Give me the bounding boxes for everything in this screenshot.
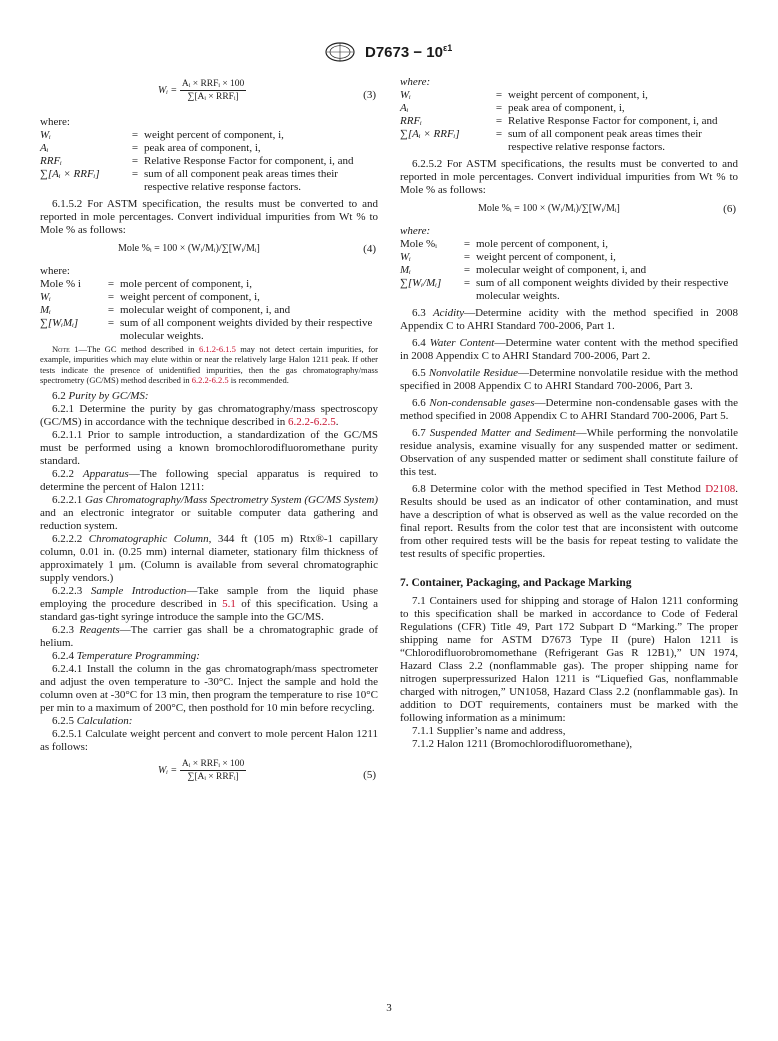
def-row: Mole % i = mole percent of component, i, xyxy=(40,278,378,291)
eq4-text: Mole %ᵢ = 100 × (Wᵢ/Mᵢ)/∑[Wᵢ/Mᵢ] xyxy=(118,243,260,254)
note-text: —The GC method described in xyxy=(78,344,199,354)
para-6-2-4 xyxy=(40,650,378,663)
def-term: RRFᵢ xyxy=(40,155,62,167)
para-6-2-2-1 xyxy=(40,494,378,533)
num: 6.2.2.3 xyxy=(52,584,91,597)
definitions-eq4 xyxy=(40,278,378,343)
def-row: Aᵢ = peak area of component, i, xyxy=(40,142,378,155)
equation-3 xyxy=(40,78,378,112)
where-label: where: xyxy=(40,265,70,277)
note-text: is recommended. xyxy=(228,375,289,386)
para-6-2-1-1: 6.2.1.1 Prior to sample introduction, a standardization of the GC/MS must be performed using a known bromochlorodifluoromethane purity standard. xyxy=(40,428,378,467)
num: 6.5 xyxy=(412,367,429,379)
para-6-8 xyxy=(400,483,738,561)
def-term: ∑[Aᵢ × RRFᵢ] xyxy=(40,168,100,180)
definitions-eq3 xyxy=(40,129,378,194)
note-link-6-2-2[interactable]: 6.2.2-6.2.5 xyxy=(191,375,229,386)
text: —The following special apparatus is required to determine the percent of Halon 1211: xyxy=(40,467,379,493)
para-6-7 xyxy=(400,427,738,479)
page-header xyxy=(0,40,778,66)
title: Non-condensable gases xyxy=(429,397,535,409)
left-column xyxy=(40,76,378,796)
link-5-1[interactable]: 5.1 xyxy=(222,597,236,610)
num: 6.3 xyxy=(412,307,433,319)
def-row: RRFᵢ = Relative Response Factor for component, i, and xyxy=(40,155,378,168)
def-term: Aᵢ xyxy=(400,102,409,114)
def-desc: sum of all component peak areas times their respective relative response factors. xyxy=(508,128,702,153)
eq3-denominator: ∑[Aᵢ × RRFᵢ] xyxy=(187,92,239,102)
def-term: Wᵢ xyxy=(40,129,51,141)
right-column xyxy=(400,76,738,751)
def-row: Mole %ᵢ = mole percent of component, i, xyxy=(400,238,738,251)
para-6-2-5 xyxy=(40,715,378,728)
para-6-2-5-1: 6.2.5.1 Calculate weight percent and convert to mole percent Halon 1211 as follows: xyxy=(40,727,378,753)
definitions-eq5 xyxy=(400,89,738,154)
def-desc: peak area of component, i, xyxy=(144,142,261,154)
text: —Take sample from the liquid phase employing the procedure described in xyxy=(40,584,379,610)
def-term: Aᵢ xyxy=(40,142,49,154)
text: —The carrier gas shall be a chromatographic grade of helium. xyxy=(40,623,378,649)
num: 6.2.2.2 xyxy=(52,532,89,545)
def-term: Wᵢ xyxy=(40,291,51,303)
eq3-lhs: Wᵢ = xyxy=(158,85,178,96)
text: 344 ft (105 m) Rtx®-1 capillary column, 0.01 in. (0.25 mm) internal diameter, stationary film thickness of approximately 1 μm. (Column is available from several chromatographic supply vendors.) xyxy=(40,532,378,584)
text: of this specification. Using a standard gas-tight syringe introduce the sample into the GC/MS. xyxy=(40,597,378,623)
para-6-5 xyxy=(400,367,738,393)
def-desc: weight percent of component, i, xyxy=(476,251,616,263)
text: —Determine non-condensable gases with the method specified in 2008 Appendix C to AHRI Standard 700-2006, Part 5. xyxy=(400,397,738,422)
eq6-label: (6) xyxy=(723,203,736,215)
para-6-2-3 xyxy=(40,624,378,650)
eq5-fraction xyxy=(180,758,246,783)
note-link-6-1-2[interactable]: 6.1.2-6.1.5 xyxy=(199,344,236,354)
where-label: where: xyxy=(40,116,70,128)
eq3-fraction xyxy=(180,78,246,103)
def-desc: peak area of component, i, xyxy=(508,102,625,114)
def-row: Aᵢ = peak area of component, i, xyxy=(400,102,738,115)
text: —While performing the nonvolatile residue analysis, examine visually for any suspended matter or sediment. Observation of any suspended matter or sediment shall constitute failure of this test. xyxy=(400,427,739,478)
def-term: RRFᵢ xyxy=(400,115,422,127)
def-row: RRFᵢ = Relative Response Factor for component, i, and xyxy=(400,115,738,128)
eq5-numerator: Aᵢ × RRFᵢ × 100 xyxy=(181,758,245,769)
para-6-2-5-2: 6.2.5.2 For ASTM specifications, the results must be converted to and reported in mole percentages. Convert individual impurities from Wt % to Mole % as follows: xyxy=(400,158,738,196)
where-label: where: xyxy=(400,225,431,237)
para-6-2-2-3 xyxy=(40,585,378,624)
def-term: Mᵢ xyxy=(400,264,411,276)
text: . Results should be used as an indicator of other contamination, and must have a description of what is observed as well as the value recorded on the final report. Results from the color test that are inconsistent with outcome from other required tests will be the basis for repeat testing to validate the test results of specific properties. xyxy=(400,483,738,560)
def-desc: mole percent of component, i, xyxy=(476,238,608,250)
def-row: ∑[WᵢMᵢ] = sum of all component weights divided by their respective molecular weights. xyxy=(40,317,378,343)
def-term: Wᵢ xyxy=(400,89,411,101)
title: Suspended Matter and Sediment xyxy=(429,427,576,439)
def-row: Wᵢ = weight percent of component, i, xyxy=(400,89,738,102)
para-6-2-2 xyxy=(40,468,378,494)
def-desc: weight percent of component, i, xyxy=(144,129,284,141)
def-row: Wᵢ = weight percent of component, i, xyxy=(40,291,378,304)
para-6-1-5-2: 6.1.5.2 For ASTM specification, the results must be converted to and reported in mole percentages. Convert individual impurities from Wt % to Mole % as follows: xyxy=(40,198,378,236)
def-term: Mᵢ xyxy=(40,304,51,316)
para-6-2-4-1: 6.2.4.1 Install the column in the gas chromatograph/mass spectrometer and adjust the oven temperature to -30°C. Inject the sample and hold the column oven at -30°C for 13 min, then program the temperature to rise 10°C per min to a maximum of 200°C, then posthold for 10 min before recycling. xyxy=(40,662,378,714)
def-term: ∑[Aᵢ × RRFᵢ] xyxy=(400,128,460,140)
eq4-label: (4) xyxy=(363,243,376,255)
def-row: ∑[Aᵢ × RRFᵢ] = sum of all component peak areas times their respective relative response factors. xyxy=(400,128,738,154)
title: Temperature Programming: xyxy=(76,649,200,662)
equation-6 xyxy=(400,201,738,219)
eq6-text: Mole %ᵢ = 100 × (Wᵢ/Mᵢ)/∑[Wᵢ/Mᵢ] xyxy=(478,203,620,214)
title: Purity by GC/MS: xyxy=(68,389,149,402)
text: and an electronic integrator or suitable computer data gathering and reduction system. xyxy=(40,506,378,532)
def-desc: sum of all component weights divided by their respective molecular weights. xyxy=(120,317,373,342)
def-desc: Relative Response Factor for component, i, and xyxy=(144,155,354,167)
title: Nonvolatile Residue xyxy=(428,367,519,379)
note-label: Note 1 xyxy=(52,344,79,354)
def-row: ∑[Aᵢ × RRFᵢ] = sum of all component peak areas times their respective relative response factors. xyxy=(40,168,378,194)
para-6-4 xyxy=(400,337,738,363)
para-7-1: 7.1 Containers used for shipping and storage of Halon 1211 conforming to this specification shall be marked in accordance to Code of Federal Regulations (CFR) Title 49, Part 172 Subpart D “Marking.” The proper shipping name for ASTM D7673 Type II (pure) Halon 1211 is “Chlorodifluorobromomethane (Refrigerant Gas R 12B1),” UN 1974, Hazard Class 2.2 (nonflammable gas). The proper shipping name for nitrogen superpressurized Halon 1211 is “Liquefied Gas, nonflammable charged with nitrogen,” UN1058, Hazard Class 2.2 (nonflammable gas). In addition to DOT requirements, containers must be marked with the following information as a minimum: xyxy=(400,595,738,724)
def-desc: mole percent of component, i, xyxy=(120,278,252,290)
num: 6.2 xyxy=(52,389,69,402)
title: Water Content xyxy=(429,337,495,349)
text: 6.8 Determine color with the method specified in Test Method xyxy=(412,483,706,495)
title: Apparatus xyxy=(82,467,129,480)
title: Chromatographic Column, xyxy=(88,532,212,545)
text: 6.2.1 Determine the purity by gas chromatography/mass spectroscopy (GC/MS) in accordance with the technique described in xyxy=(40,402,378,428)
designation-text: D7673 − 10 xyxy=(365,44,443,61)
para-6-6 xyxy=(400,397,738,423)
definitions-eq6 xyxy=(400,238,738,303)
para-7-1-1: 7.1.1 Supplier’s name and address, xyxy=(412,725,566,737)
title: Reagents xyxy=(79,623,120,636)
title: Gas Chromatography/Mass Spectrometry System (GC/MS System) xyxy=(85,493,378,506)
eq5-denominator: ∑[Aᵢ × RRFᵢ] xyxy=(187,771,239,782)
def-desc: sum of all component peak areas times their respective relative response factors. xyxy=(144,168,338,193)
num: 6.6 xyxy=(412,397,430,409)
text: . xyxy=(335,415,339,428)
def-term: ∑[Wᵢ/Mᵢ] xyxy=(400,277,442,289)
note-1 xyxy=(40,344,378,386)
link-6-2-2[interactable]: 6.2.2-6.2.5 xyxy=(288,415,336,428)
para-6-3 xyxy=(400,307,738,333)
title: Calculation: xyxy=(76,714,133,727)
def-desc: weight percent of component, i, xyxy=(508,89,648,101)
section-7-heading: 7. Container, Packaging, and Package Marking xyxy=(400,577,632,589)
def-term: ∑[WᵢMᵢ] xyxy=(40,317,79,329)
equation-5 xyxy=(40,758,378,792)
astm-logo-icon xyxy=(325,42,355,62)
def-row: Mᵢ = molecular weight of component, i, and xyxy=(400,264,738,277)
standard-designation xyxy=(365,43,452,61)
num: 6.2.5 xyxy=(52,714,77,727)
def-row: Mᵢ = molecular weight of component, i, and xyxy=(40,304,378,317)
note-text: may not detect certain impurities, for example, impurities which may elute within or near the relatively large Halon 1211 peak. If other tests indicate the presence of unidentified impurities, then the gas chromatography/mass spectrometry (GC/MS) method described in xyxy=(40,344,378,386)
eq3-numerator: Aᵢ × RRFᵢ × 100 xyxy=(181,79,245,89)
num: 6.2.3 xyxy=(52,623,80,636)
def-term: Mole % i xyxy=(40,278,81,290)
para-6-2-1 xyxy=(40,403,378,429)
eq5-lhs: Wᵢ = xyxy=(158,764,178,776)
designation-superscript: ε1 xyxy=(442,43,453,53)
title: Sample Introduction xyxy=(90,584,187,597)
num: 6.7 xyxy=(412,427,430,439)
link-d2108[interactable]: D2108 xyxy=(705,483,736,495)
def-term: Wᵢ xyxy=(400,251,411,263)
text: —Determine nonvolatile residue with the method specified in 2008 Appendix C to AHRI Standard 700-2006, Part 3. xyxy=(400,367,738,392)
def-row: Wᵢ = weight percent of component, i, xyxy=(400,251,738,264)
page-number: 3 xyxy=(386,1002,392,1014)
def-desc: molecular weight of component, i, and xyxy=(476,264,647,276)
eq5-label: (5) xyxy=(363,768,376,781)
def-row: ∑[Wᵢ/Mᵢ] = sum of all component weights divided by their respective molecular weights. xyxy=(400,277,738,303)
para-6-2 xyxy=(40,390,378,403)
title: Acidity xyxy=(432,307,465,319)
def-desc: molecular weight of component, i, and xyxy=(120,304,291,316)
para-6-2-2-2 xyxy=(40,533,378,585)
num: 6.2.2 xyxy=(52,467,83,480)
text: —Determine water content with the method specified in 2008 Appendix C to AHRI Standard 700-2006, Part 2. xyxy=(400,337,738,362)
num: 6.2.4 xyxy=(52,649,77,662)
equation-4 xyxy=(40,241,378,259)
def-row: Wᵢ = weight percent of component, i, xyxy=(40,129,378,142)
para-7-1-2: 7.1.2 Halon 1211 (Bromochlorodifluoromethane), xyxy=(412,738,633,750)
num: 6.4 xyxy=(412,337,430,349)
def-desc: sum of all component weights divided by their respective molecular weights. xyxy=(476,277,729,302)
eq3-label: (3) xyxy=(363,89,376,101)
def-desc: weight percent of component, i, xyxy=(120,291,260,303)
def-desc: Relative Response Factor for component, i, and xyxy=(508,115,718,127)
num: 6.2.2.1 xyxy=(52,493,86,506)
text: —Determine acidity with the method specified in 2008 Appendix C to AHRI Standard 700-2006, Part 1. xyxy=(400,307,738,332)
where-label: where: xyxy=(400,76,431,88)
def-term: Mole %ᵢ xyxy=(400,238,437,250)
